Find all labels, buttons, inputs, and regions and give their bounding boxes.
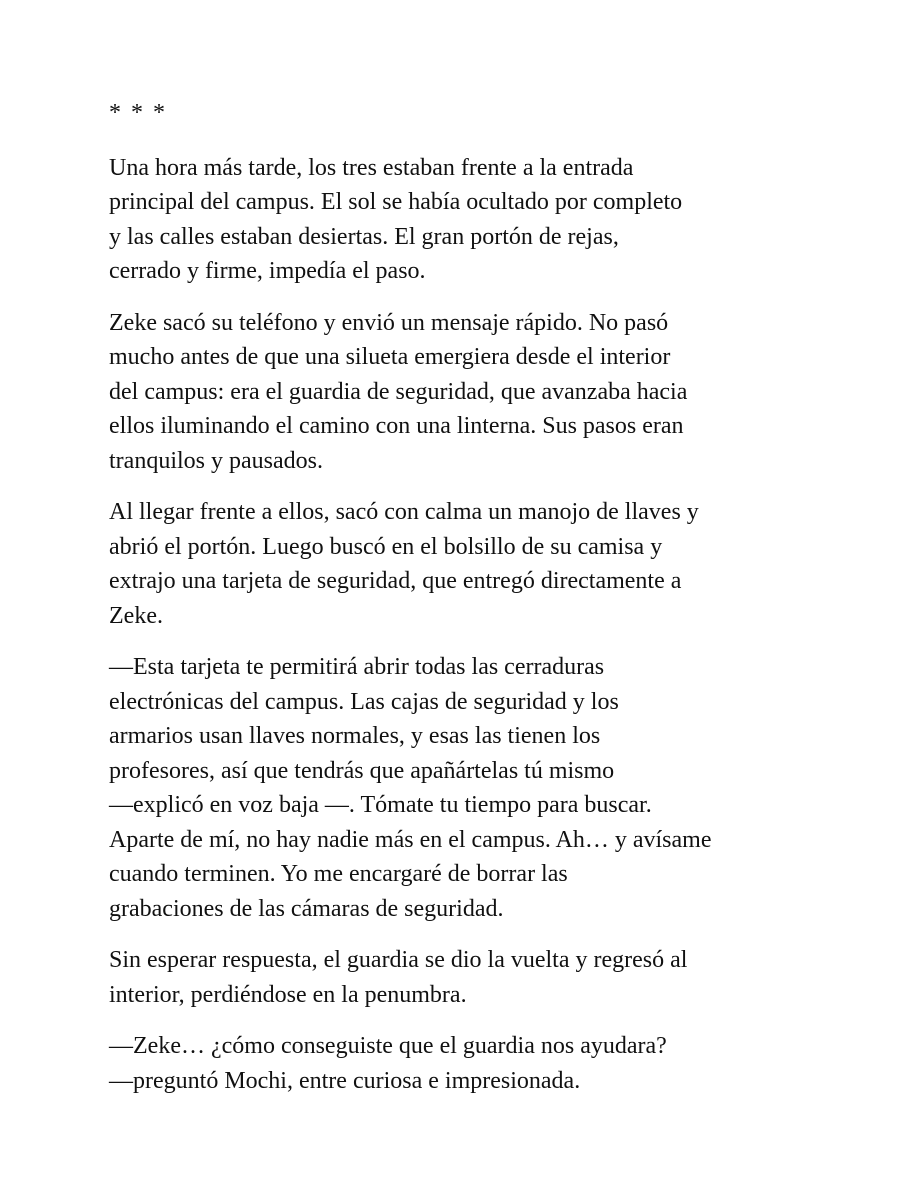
paragraph (109, 306, 809, 479)
text-line: y las calles estaban desiertas. El gran portón de rejas, (109, 223, 619, 250)
text-line: electrónicas del campus. Las cajas de seguridad y los (109, 688, 619, 715)
paragraph (109, 1029, 809, 1098)
text-line: interior, perdiéndose en la penumbra. (109, 981, 467, 1008)
text-line: —Esta tarjeta te permitirá abrir todas las cerraduras (109, 654, 605, 680)
text-line: Zeke sacó su teléfono y envió un mensaje rápido. No pasó (109, 309, 669, 336)
text-line: Una hora más tarde, los tres estaban frente a la entrada (109, 154, 634, 181)
text-line: extrajo una tarjeta de seguridad, que entregó directamente a (109, 568, 682, 594)
text-line: cuando terminen. Yo me encargaré de borrar las (109, 861, 568, 887)
text-line: —Zeke… ¿cómo conseguiste que el guardia nos ayudara? (109, 1033, 667, 1059)
text-line: mucho antes de que una silueta emergiera desde el interior (109, 344, 671, 370)
text-line: Sin esperar respuesta, el guardia se dio la vuelta y regresó al (109, 947, 688, 973)
paragraph (109, 495, 809, 633)
paragraph (109, 151, 809, 289)
text-line: del campus: era el guardia de seguridad, que avanzaba hacia (109, 378, 688, 405)
text-line: profesores, así que tendrás que apañártelas tú mismo (109, 757, 615, 784)
text-line: tranquilos y pausados. (109, 447, 323, 474)
text-line: cerrado y firme, impedía el paso. (109, 258, 426, 284)
text-line: —preguntó Mochi, entre curiosa e impresionada. (109, 1067, 581, 1094)
scene-separator: * * * (109, 100, 167, 126)
text-line: Zeke. (109, 602, 163, 629)
book-page (109, 96, 809, 1115)
text-line: abrió el portón. Luego buscó en el bolsillo de su camisa y (109, 533, 663, 560)
paragraph (109, 650, 809, 926)
text-line: Al llegar frente a ellos, sacó con calma un manojo de llaves y (109, 499, 699, 525)
text-line: grabaciones de las cámaras de seguridad. (109, 895, 504, 922)
text-line: principal del campus. El sol se había ocultado por completo (109, 189, 683, 215)
text-line: ellos iluminando el camino con una linterna. Sus pasos eran (109, 413, 684, 439)
text-line: armarios usan llaves normales, y esas las tienen los (109, 723, 601, 749)
text-line: Aparte de mí, no hay nadie más en el campus. Ah… y avísame (109, 826, 712, 853)
text-line: —explicó en voz baja —. Tómate tu tiempo para buscar. (109, 792, 652, 818)
paragraph (109, 943, 809, 1012)
